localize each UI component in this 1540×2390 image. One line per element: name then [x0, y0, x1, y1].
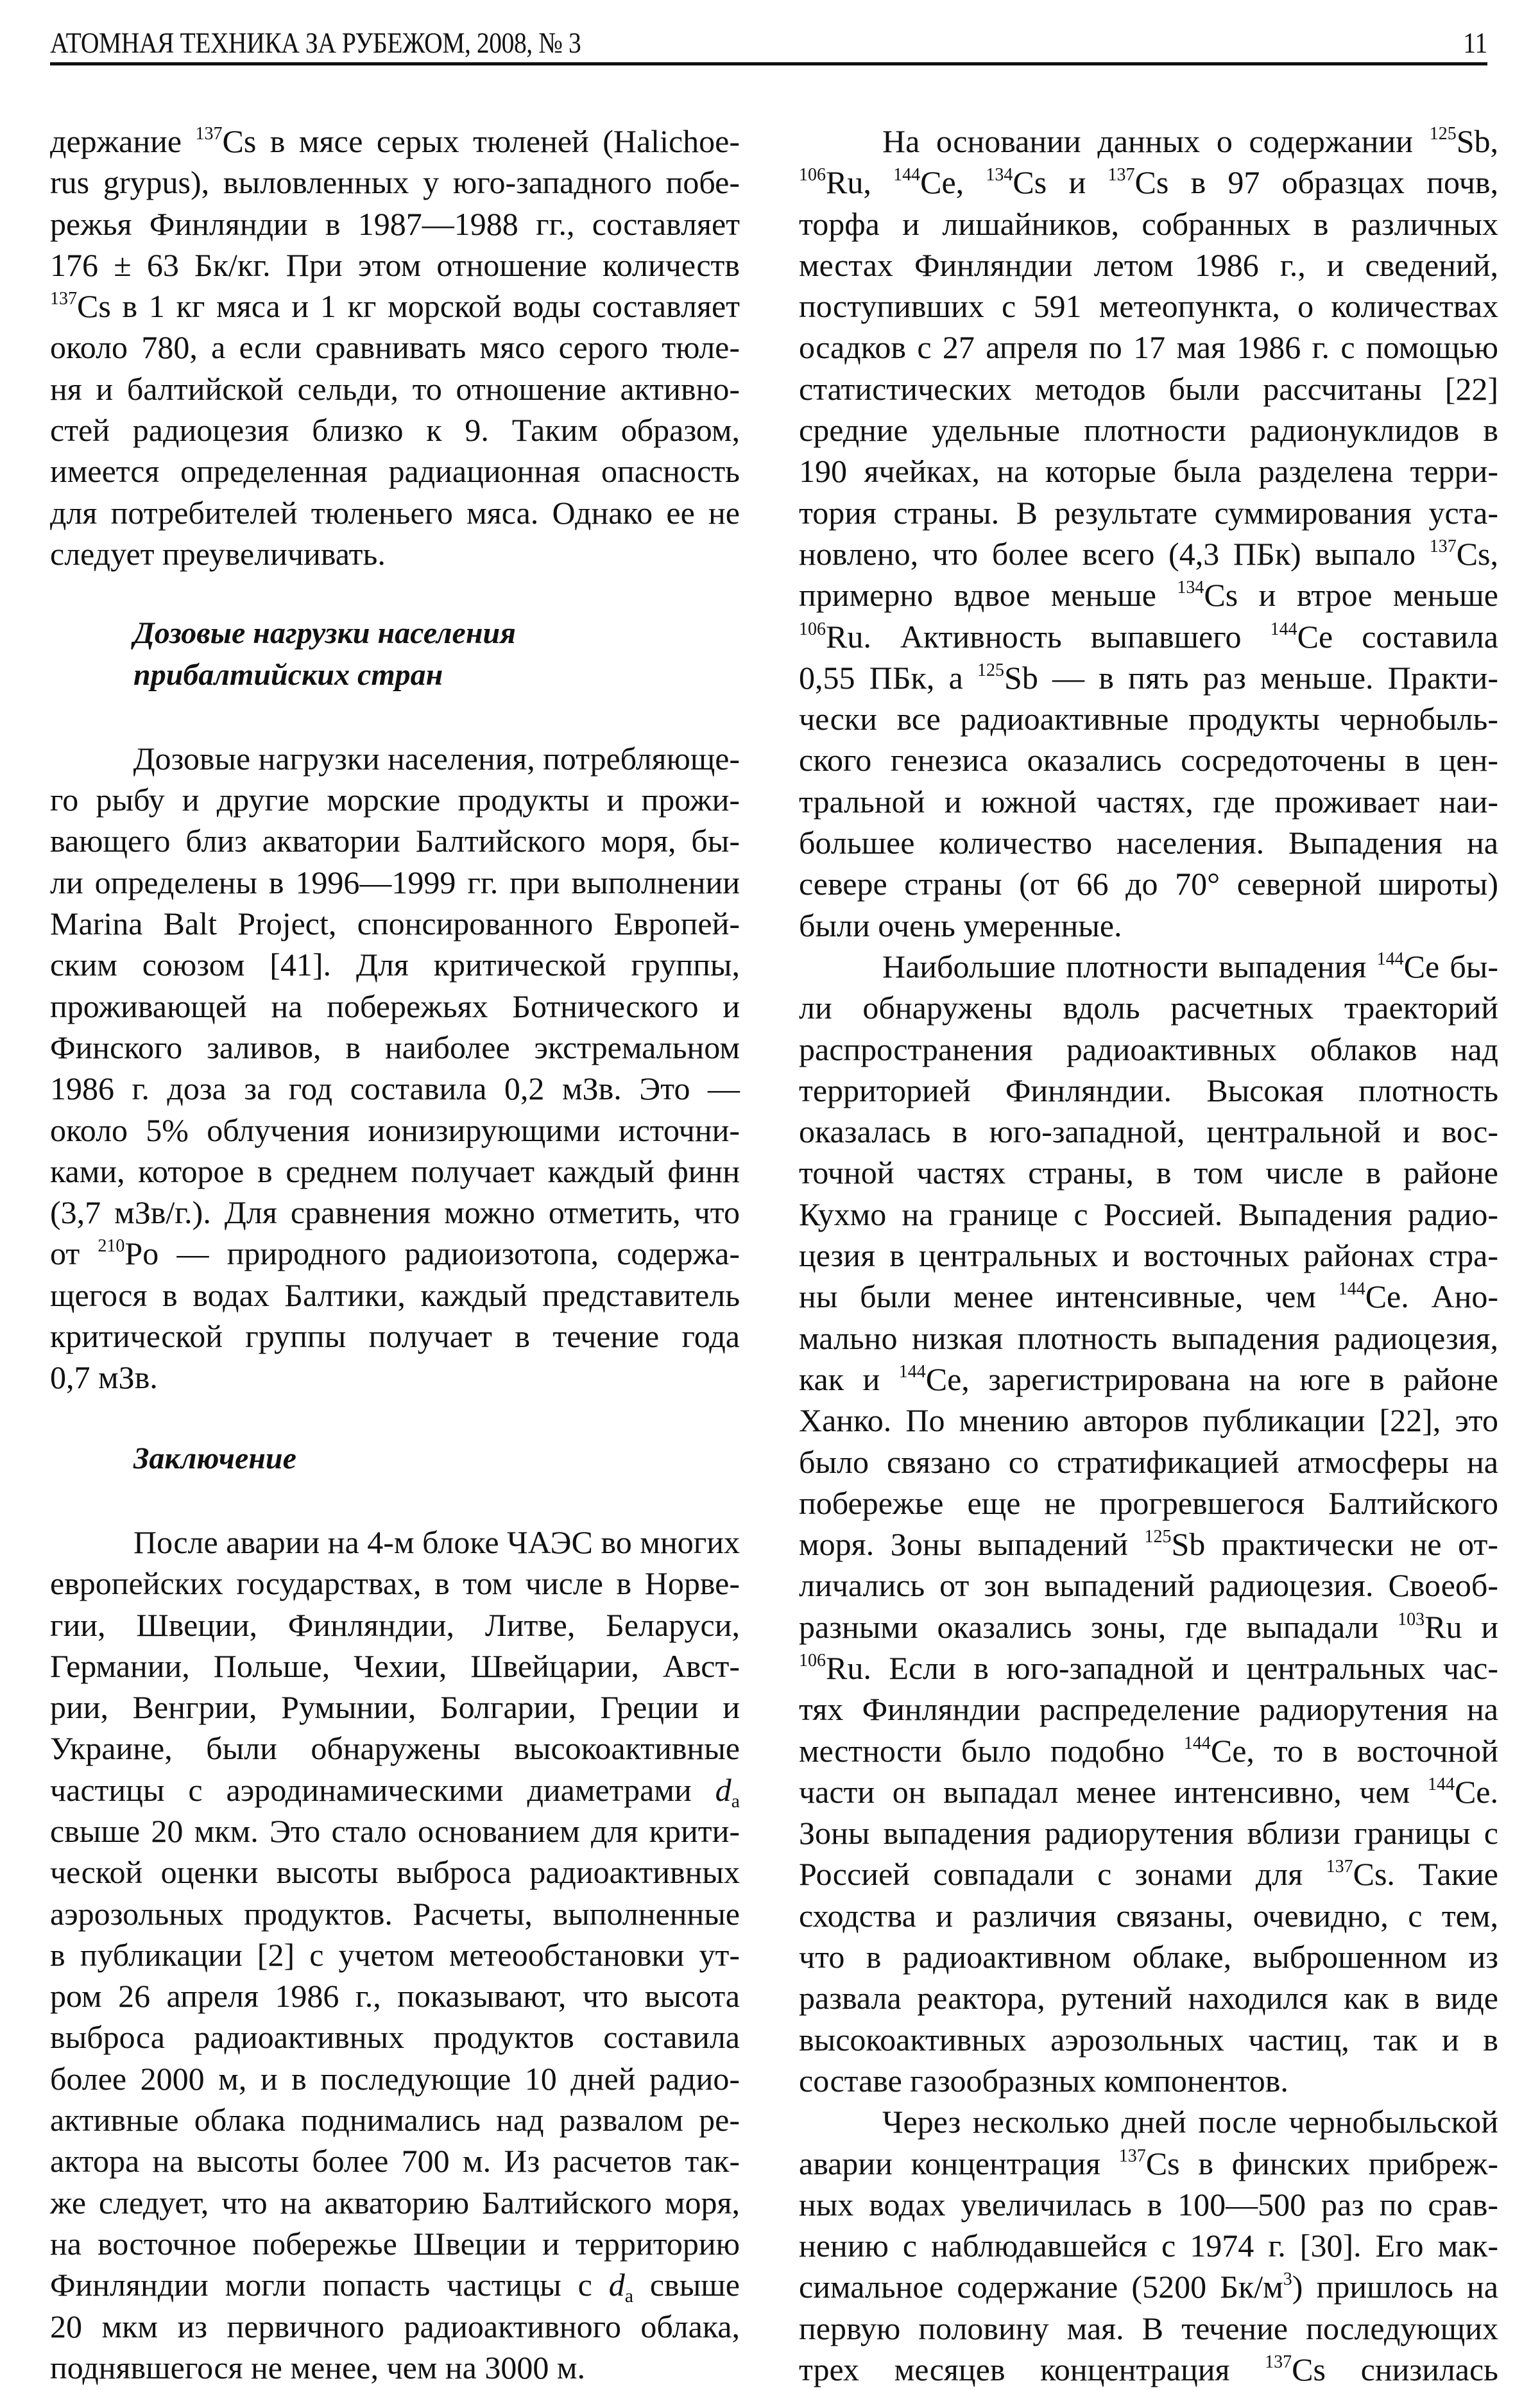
text-run: Ce бы-	[1403, 948, 1498, 984]
text-line	[50, 2264, 740, 2305]
text-line	[799, 1812, 1498, 1853]
text-line	[50, 1646, 740, 1687]
text-run: Sb практически не от-	[1171, 1526, 1498, 1563]
text-run: что в радиоактивном облаке, выброшенном из	[799, 1939, 1498, 1975]
text-line	[799, 2101, 1498, 2142]
variable: d	[715, 1771, 732, 1808]
text-run: ского генезиса оказались сосредоточены в цен-	[799, 742, 1498, 778]
text-run: части он выпадал менее интенсивно, чем	[799, 1773, 1428, 1810]
text-line	[799, 245, 1498, 286]
text-run: ром 26 апреля 1986 г., показывают, что высота	[50, 1978, 740, 2015]
isotope-mass-number: 144	[1338, 1279, 1365, 1300]
text-run: Ce,	[920, 164, 986, 201]
isotope-mass-number: 106	[799, 165, 826, 185]
isotope-mass-number: 125	[977, 660, 1005, 680]
text-line	[50, 2182, 740, 2223]
text-line	[799, 905, 1498, 946]
text-run: rus grypus), выловленных у юго-западного побе-	[50, 164, 740, 201]
text-line	[799, 286, 1498, 327]
text-run: поднявшегося не менее, чем на 3000 м.	[50, 2349, 586, 2386]
text-line	[50, 492, 740, 533]
text-line	[50, 1192, 740, 1233]
text-run: Cs снизилась	[1292, 2351, 1498, 2388]
text-line	[799, 121, 1498, 162]
text-line	[799, 1730, 1498, 1771]
text-run: Marina Balt Project, спонсированного Европей-	[50, 906, 740, 942]
paragraph	[799, 121, 1498, 946]
isotope-mass-number: 106	[799, 1650, 826, 1671]
page-number: 11	[1462, 26, 1487, 59]
isotope-mass-number: 134	[986, 165, 1013, 185]
text-line	[799, 1400, 1498, 1441]
text-run: сходства и различия связаны, очевидно, с тем,	[799, 1897, 1498, 1934]
text-run: местности было подобно	[799, 1732, 1184, 1769]
text-run: Ce составила	[1297, 618, 1498, 655]
section-heading: Заключение	[133, 1441, 296, 1475]
text-line	[799, 1895, 1498, 1936]
text-run: Ru. Активность выпавшего	[826, 618, 1270, 655]
text-line	[799, 1977, 1498, 2018]
text-run: 0,55 ПБк, а	[799, 659, 978, 696]
text-line	[50, 1604, 740, 1646]
text-run: следует преувеличивать.	[50, 535, 386, 572]
journal-title: АТОМНАЯ ТЕХНИКА ЗА РУБЕЖОМ, 2008, № 3	[50, 26, 581, 59]
isotope-mass-number: 137	[195, 124, 223, 144]
text-line	[50, 1316, 740, 1357]
text-line	[799, 781, 1498, 822]
text-run: в публикации [2] с учетом метеообстановки ут-	[50, 1936, 740, 1973]
text-run: осадков с 27 апреля по 17 мая 1986 г. с помощью	[799, 329, 1498, 366]
text-run: Cs в 1 кг мяса и 1 кг морской воды составляет	[77, 288, 740, 325]
text-line	[799, 739, 1498, 780]
text-line	[50, 2016, 740, 2058]
text-run: Ce. Ано-	[1365, 1278, 1499, 1315]
text-run: как и	[799, 1361, 899, 1397]
text-line	[799, 1318, 1498, 1359]
left-column	[50, 121, 740, 2388]
text-run: Cs в финских прибреж-	[1145, 2145, 1498, 2181]
text-line	[799, 657, 1498, 698]
text-line	[799, 368, 1498, 409]
text-run: были очень умеренные.	[799, 907, 1122, 943]
text-run: После аварии на 4-м блоке ЧАЭС во многих	[133, 1524, 740, 1560]
text-run: поступивших с 591 метеопункта, о количествах	[799, 288, 1498, 325]
text-line	[799, 203, 1498, 245]
text-run: Po — природного радиоизотопа, содержа-	[124, 1235, 740, 1272]
isotope-mass-number: 144	[898, 1361, 926, 1382]
isotope-mass-number: 137	[1265, 2352, 1292, 2373]
text-run: ками, которое в среднем получает каждый финн	[50, 1153, 740, 1189]
text-run: большее количество населения. Выпадения на	[799, 825, 1498, 861]
text-run: тория страны. В результате суммирования уста-	[799, 494, 1498, 531]
text-run: трех месяцев концентрация	[799, 2351, 1265, 2388]
text-run: разными оказались зоны, где выпадали	[799, 1608, 1398, 1645]
text-run: ны были менее интенсивные, чем	[799, 1278, 1339, 1315]
text-run: Финляндии могли попасть частицы с	[50, 2267, 609, 2303]
text-run: оказалась в юго-западной, центральной и вос-	[799, 1113, 1498, 1150]
text-run: выброса радиоактивных продуктов составила	[50, 2019, 740, 2056]
text-run: свыше	[633, 2267, 740, 2303]
paragraph	[799, 946, 1498, 2101]
text-line	[799, 1359, 1498, 1400]
text-run: точной частях страны, в том числе в районе	[799, 1155, 1498, 1191]
text-run: Sb,	[1456, 123, 1498, 159]
isotope-mass-number: 210	[98, 1236, 125, 1257]
text-run: щегося в водах Балтики, каждый представитель	[50, 1277, 740, 1313]
isotope-mass-number: 137	[50, 289, 77, 309]
text-run: Ханко. По мнению авторов публикации [22], это	[799, 1402, 1498, 1439]
isotope-mass-number: 144	[1376, 949, 1404, 969]
text-run: Cs в 97 образцах почв,	[1134, 164, 1498, 201]
text-run: имеется определенная радиационная опасность	[50, 453, 740, 490]
text-line	[50, 2306, 740, 2347]
isotope-mass-number: 125	[1429, 124, 1457, 144]
text-line	[50, 1893, 740, 1934]
text-line	[50, 1110, 740, 1151]
text-run: проживающей на побережьях Ботнического и	[50, 988, 740, 1024]
text-run: тях Финляндии распределение радиорутения на	[799, 1691, 1498, 1728]
text-line	[50, 820, 740, 861]
text-run: Cs в мясе серых тюленей (Halichoe-	[222, 123, 740, 159]
spacer	[50, 1479, 740, 1522]
header-divider	[50, 62, 1487, 65]
text-line	[50, 327, 740, 368]
text-line	[799, 1771, 1498, 1812]
text-run: же следует, что на акваторию Балтийского моря,	[50, 2184, 740, 2221]
text-run: 0,7 мЗв.	[50, 1359, 158, 1396]
paragraph	[50, 1522, 740, 2388]
text-line	[799, 616, 1498, 657]
text-run: торфа и лишайников, собранных в различных	[799, 205, 1498, 242]
text-line	[799, 698, 1498, 739]
text-line	[799, 1441, 1498, 1483]
text-run: развала реактора, рутений находился как в виде	[799, 1980, 1498, 2016]
isotope-mass-number: 137	[1429, 536, 1457, 556]
text-run: ) пришлось на	[1292, 2269, 1498, 2305]
text-line	[50, 1151, 740, 1192]
text-run: Россией совпадали с зонами для	[799, 1856, 1326, 1893]
section-heading: прибалтийских стран	[133, 657, 443, 692]
text-line	[50, 1563, 740, 1604]
text-run: составе газообразных компонентов.	[799, 2062, 1288, 2099]
text-run: нению с наблюдавшейся с 1974 г. [30]. Его мак-	[799, 2228, 1498, 2264]
text-run: севере страны (от 66 до 70° северной широты)	[799, 866, 1498, 902]
text-run: высокоактивных аэрозольных частиц, так и в	[799, 2021, 1498, 2058]
section-heading: Дозовые нагрузки населения	[133, 616, 516, 651]
text-run: личались от зон выпадений радиоцезия. Своеоб-	[799, 1567, 1498, 1604]
text-run: аэрозольных продуктов. Расчеты, выполненные	[50, 1895, 740, 1932]
text-run: Ce, зарегистрирована на юге в районе	[925, 1361, 1498, 1397]
text-run: Кухмо на границе с Россией. Выпадения радио-	[799, 1196, 1498, 1232]
text-line	[799, 1565, 1498, 1606]
text-line	[50, 903, 740, 944]
text-run: ческой оценки высоты выброса радиоактивных	[50, 1854, 740, 1891]
text-line	[50, 121, 740, 162]
text-line	[50, 1357, 740, 1398]
text-run: новлено, что более всего (4,3 ПБк) выпало	[799, 535, 1430, 572]
isotope-mass-number: 103	[1398, 1609, 1425, 1629]
isotope-mass-number: 144	[1183, 1733, 1211, 1753]
text-line	[799, 409, 1498, 451]
text-run: статистических методов были рассчитаны [22]	[799, 370, 1498, 407]
text-run: 20 мкм из первичного радиоактивного облака,	[50, 2308, 740, 2344]
isotope-mass-number: 144	[893, 165, 921, 185]
text-run: Дозовые нагрузки населения, потребляюще-	[133, 740, 740, 777]
spacer	[50, 1398, 740, 1438]
text-run: критической группы получает в течение года	[50, 1318, 740, 1355]
text-run: более 2000 м, и в последующие 10 дней радио-	[50, 2060, 740, 2097]
text-line	[50, 2058, 740, 2099]
text-line	[799, 1070, 1498, 1111]
text-line	[799, 1689, 1498, 1730]
subscript: a	[731, 1790, 740, 1812]
text-line	[50, 1852, 740, 1893]
text-line	[799, 2266, 1498, 2307]
text-run: моря. Зоны выпадений	[799, 1526, 1145, 1563]
text-line	[50, 1975, 740, 2016]
text-line	[50, 986, 740, 1027]
text-line	[50, 2223, 740, 2264]
text-run: ных водах увеличилась в 100—500 раз по срав-	[799, 2186, 1498, 2222]
text-run: цезия в центральных и восточных районах стра-	[799, 1237, 1498, 1274]
text-run: европейских государствах, в том числе в Норве-	[50, 1565, 740, 1602]
text-run: симальное содержание (5200 Бк/м	[799, 2269, 1283, 2305]
text-line	[799, 1647, 1498, 1689]
isotope-mass-number: 3	[1283, 2269, 1292, 2290]
text-line	[50, 862, 740, 903]
text-line	[799, 946, 1498, 987]
isotope-mass-number: 134	[1177, 578, 1204, 598]
text-run: Зоны выпадения радиорутения вблизи границы с	[799, 1815, 1498, 1852]
text-run: было связано со стратификацией атмосферы на	[799, 1443, 1498, 1480]
text-line	[799, 822, 1498, 863]
text-line	[50, 1275, 740, 1316]
isotope-mass-number: 144	[1427, 1774, 1455, 1794]
text-run: вающего близ акватории Балтийского моря, бы-	[50, 823, 740, 859]
text-run: аварии концентрация	[799, 2145, 1119, 2181]
paragraph	[799, 2101, 1498, 2390]
text-run: Sb — в пять раз меньше. Практи-	[1004, 659, 1498, 696]
text-run: Наибольшие плотности выпадения	[882, 948, 1377, 984]
text-line	[799, 451, 1498, 492]
text-line	[50, 1810, 740, 1852]
text-line	[799, 863, 1498, 904]
text-run: около 780, а если сравнивать мясо серого тюле-	[50, 329, 740, 366]
text-run: тральной и южной частях, где проживает наи-	[799, 783, 1498, 820]
text-run: Ru. Если в юго-западной и центральных час-	[826, 1649, 1498, 1686]
text-run: Через несколько дней после чернобыльской	[882, 2104, 1498, 2140]
text-line	[50, 738, 740, 779]
text-line	[799, 2060, 1498, 2101]
text-run: ли обнаружены вдоль расчетных траекторий	[799, 990, 1498, 1026]
text-run: Украине, были обнаружены высокоактивные	[50, 1730, 740, 1767]
text-line	[799, 2349, 1498, 2390]
text-run: первую половину мая. В течение последующих	[799, 2310, 1498, 2346]
text-run: чески все радиоактивные продукты чернобыль-	[799, 701, 1498, 737]
isotope-mass-number: 144	[1270, 619, 1297, 639]
text-line	[799, 1483, 1498, 1524]
text-line	[799, 1029, 1498, 1070]
isotope-mass-number: 106	[799, 619, 826, 639]
text-line	[799, 1606, 1498, 1647]
paragraph	[50, 121, 740, 574]
text-line	[50, 286, 740, 327]
text-line	[50, 1522, 740, 1563]
text-line	[50, 203, 740, 245]
text-line	[799, 2184, 1498, 2225]
text-line	[50, 2140, 740, 2181]
text-line	[799, 2308, 1498, 2349]
text-run: режья Финляндии в 1987—1988 гг., составляет	[50, 205, 740, 242]
text-run: для потребителей тюленьего мяса. Однако ее не	[50, 494, 740, 531]
text-run: Cs и	[1013, 164, 1108, 201]
text-line	[50, 2347, 740, 2388]
text-line	[799, 2019, 1498, 2060]
text-run: Финского заливов, в наиболее экстремальном	[50, 1029, 740, 1065]
text-run: го рыбу и другие морские продукты и прожи-	[50, 782, 740, 818]
isotope-mass-number: 137	[1118, 2145, 1146, 2166]
text-run: побережье еще не прогревшегося Балтийского	[799, 1484, 1498, 1521]
isotope-mass-number: 137	[1108, 165, 1135, 185]
text-run: Ce, то в восточной	[1210, 1732, 1498, 1769]
text-line	[799, 327, 1498, 368]
text-line	[50, 2099, 740, 2140]
text-run: Cs,	[1456, 535, 1498, 572]
text-line	[799, 492, 1498, 533]
text-line	[50, 1769, 740, 1810]
text-run: распространения радиоактивных облаков над	[799, 1031, 1498, 1067]
text-line	[799, 1276, 1498, 1317]
variable: d	[608, 2267, 625, 2303]
text-run: гии, Швеции, Финляндии, Литве, Беларуси,	[50, 1606, 740, 1643]
text-line	[799, 162, 1498, 203]
text-line	[50, 944, 740, 985]
text-line	[799, 1152, 1498, 1193]
text-run: ским союзом [41]. Для критической группы,	[50, 947, 740, 983]
text-run: (3,7 мЗв/г.). Для сравнения можно отметить, что	[50, 1194, 740, 1231]
text-line	[50, 162, 740, 203]
isotope-mass-number: 125	[1144, 1527, 1172, 1547]
text-run: территорией Финляндии. Высокая плотность	[799, 1072, 1498, 1108]
text-line	[799, 533, 1498, 574]
right-column	[799, 121, 1498, 2390]
text-run: актора на высоты более 700 м. Из расчетов так-	[50, 2143, 740, 2179]
text-run: частицы с аэродинамическими диаметрами	[50, 1771, 715, 1808]
text-run: местах Финляндии летом 1986 г., и сведений,	[799, 246, 1498, 283]
text-line	[50, 533, 740, 574]
text-run: от	[50, 1235, 98, 1272]
text-line	[799, 1235, 1498, 1276]
text-line	[50, 1687, 740, 1728]
text-line	[50, 451, 740, 492]
text-run: Германии, Польше, Чехии, Швейцарии, Авст-	[50, 1647, 740, 1684]
text-run: Cs и втрое меньше	[1204, 577, 1498, 614]
text-line	[799, 1853, 1498, 1895]
text-run: мально низкая плотность выпадения радиоцезия,	[799, 1320, 1498, 1356]
text-line	[50, 1027, 740, 1068]
text-run: 1986 г. доза за год составила 0,2 мЗв. Это —	[50, 1070, 740, 1107]
text-run: средние удельные плотности радионуклидов в	[799, 412, 1498, 449]
text-line	[799, 2225, 1498, 2266]
text-line	[50, 1934, 740, 1975]
text-run: Cs. Такие	[1353, 1856, 1498, 1893]
text-line	[50, 409, 740, 451]
text-line	[799, 574, 1498, 615]
paragraph	[50, 738, 740, 1398]
text-run: активные облака поднимались над развалом ре-	[50, 2102, 740, 2138]
text-run: 176 ± 63 Бк/кг. При этом отношение количеств	[50, 246, 740, 283]
text-run: примерно вдвое меньше	[799, 577, 1177, 614]
text-run: ня и балтийской сельди, то отношение активно-	[50, 370, 740, 407]
text-run: держание	[50, 123, 196, 159]
text-line	[50, 368, 740, 409]
text-run: ли определены в 1996—1999 гг. при выполнении	[50, 864, 740, 900]
text-run: стей радиоцезия близко к 9. Таким образом,	[50, 412, 740, 449]
text-run: на восточное побережье Швеции и территорию	[50, 2225, 740, 2262]
spacer	[50, 696, 740, 738]
subscript: a	[624, 2285, 634, 2307]
text-line	[50, 1728, 740, 1769]
isotope-mass-number: 137	[1326, 1857, 1353, 1877]
text-run: свыше 20 мкм. Это стало основанием для крити-	[50, 1812, 740, 1849]
text-line	[799, 987, 1498, 1028]
text-line	[50, 779, 740, 820]
text-line	[799, 1194, 1498, 1235]
text-run: Ru,	[826, 164, 894, 201]
text-run: Ce.	[1454, 1773, 1498, 1810]
text-line	[50, 245, 740, 286]
text-run: Ru и	[1425, 1608, 1498, 1645]
text-run: рии, Венгрии, Румынии, Болгарии, Греции и	[50, 1689, 740, 1726]
text-run: 190 ячейках, на которые была разделена терри-	[799, 453, 1498, 490]
text-line	[50, 1068, 740, 1109]
text-line	[799, 1524, 1498, 1565]
text-run: около 5% облучения ионизирующими источни-	[50, 1112, 740, 1148]
spacer	[50, 574, 740, 613]
text-line	[799, 1936, 1498, 1977]
text-run: На основании данных о содержании	[882, 123, 1430, 159]
text-line	[799, 1111, 1498, 1152]
text-line	[50, 1233, 740, 1274]
